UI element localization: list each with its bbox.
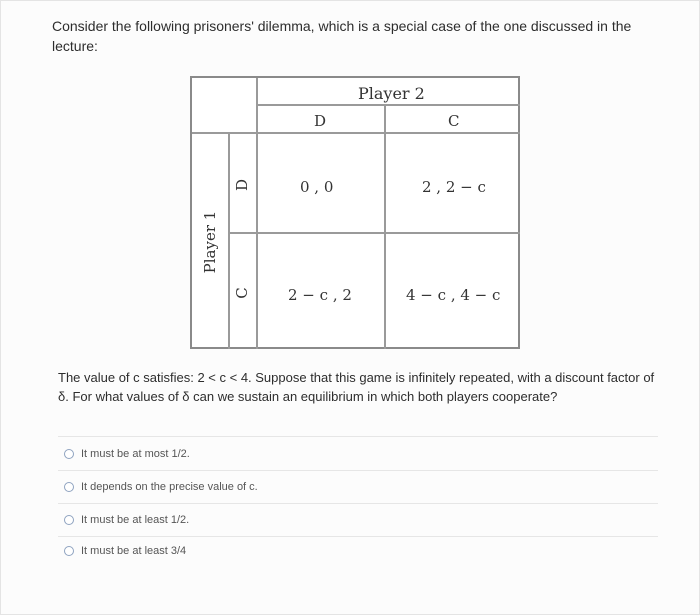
col-strategy-c: C <box>448 112 460 130</box>
option-separator <box>58 436 658 437</box>
player2-label: Player 2 <box>358 84 425 103</box>
payoff-matrix <box>190 76 520 349</box>
question-prompt: Consider the following prisoners' dilemma, which is a special case of the one discussed in the lecture: <box>52 18 632 54</box>
answer-option-1[interactable] <box>64 445 190 463</box>
column-divider <box>384 104 386 349</box>
row-strategy-c: C <box>233 287 251 299</box>
player1-label: Player 1 <box>201 210 219 274</box>
answer-option-3[interactable] <box>64 511 189 529</box>
matrix-top-divider <box>192 132 520 134</box>
option-separator <box>58 536 658 537</box>
answer-option-4[interactable] <box>64 542 186 560</box>
player1-divider <box>228 132 230 349</box>
answer-option-2[interactable] <box>64 478 258 496</box>
row-strategy-d: D <box>233 178 251 192</box>
option-separator <box>58 503 658 504</box>
option-label: It depends on the precise value of c. <box>81 481 258 493</box>
radio-button[interactable] <box>64 515 74 525</box>
option-label: It must be at least 1/2. <box>81 514 190 526</box>
payoff-dd: 0 , 0 <box>300 178 334 196</box>
payoff-cd: 2 − c , 2 <box>288 286 352 304</box>
row-label-divider <box>256 78 258 349</box>
payoff-cc: 4 − c , 4 − c <box>406 286 501 304</box>
option-label: It must be at most 1/2. <box>81 448 190 460</box>
col-strategy-d: D <box>314 112 327 130</box>
option-separator <box>58 470 658 471</box>
row-divider <box>228 232 520 234</box>
option-label: It must be at least 3/4 <box>81 545 187 557</box>
radio-button[interactable] <box>64 482 74 492</box>
question-body: The value of c satisfies: 2 < c < 4. Suppose that this game is infinitely repeated, with a discount factor of δ. For what values of δ can we sustain an equilibrium in which both players cooperate? <box>58 370 655 404</box>
radio-button[interactable] <box>64 546 74 556</box>
radio-button[interactable] <box>64 449 74 459</box>
header-divider <box>258 104 520 106</box>
payoff-dc: 2 , 2 − c <box>422 178 486 196</box>
